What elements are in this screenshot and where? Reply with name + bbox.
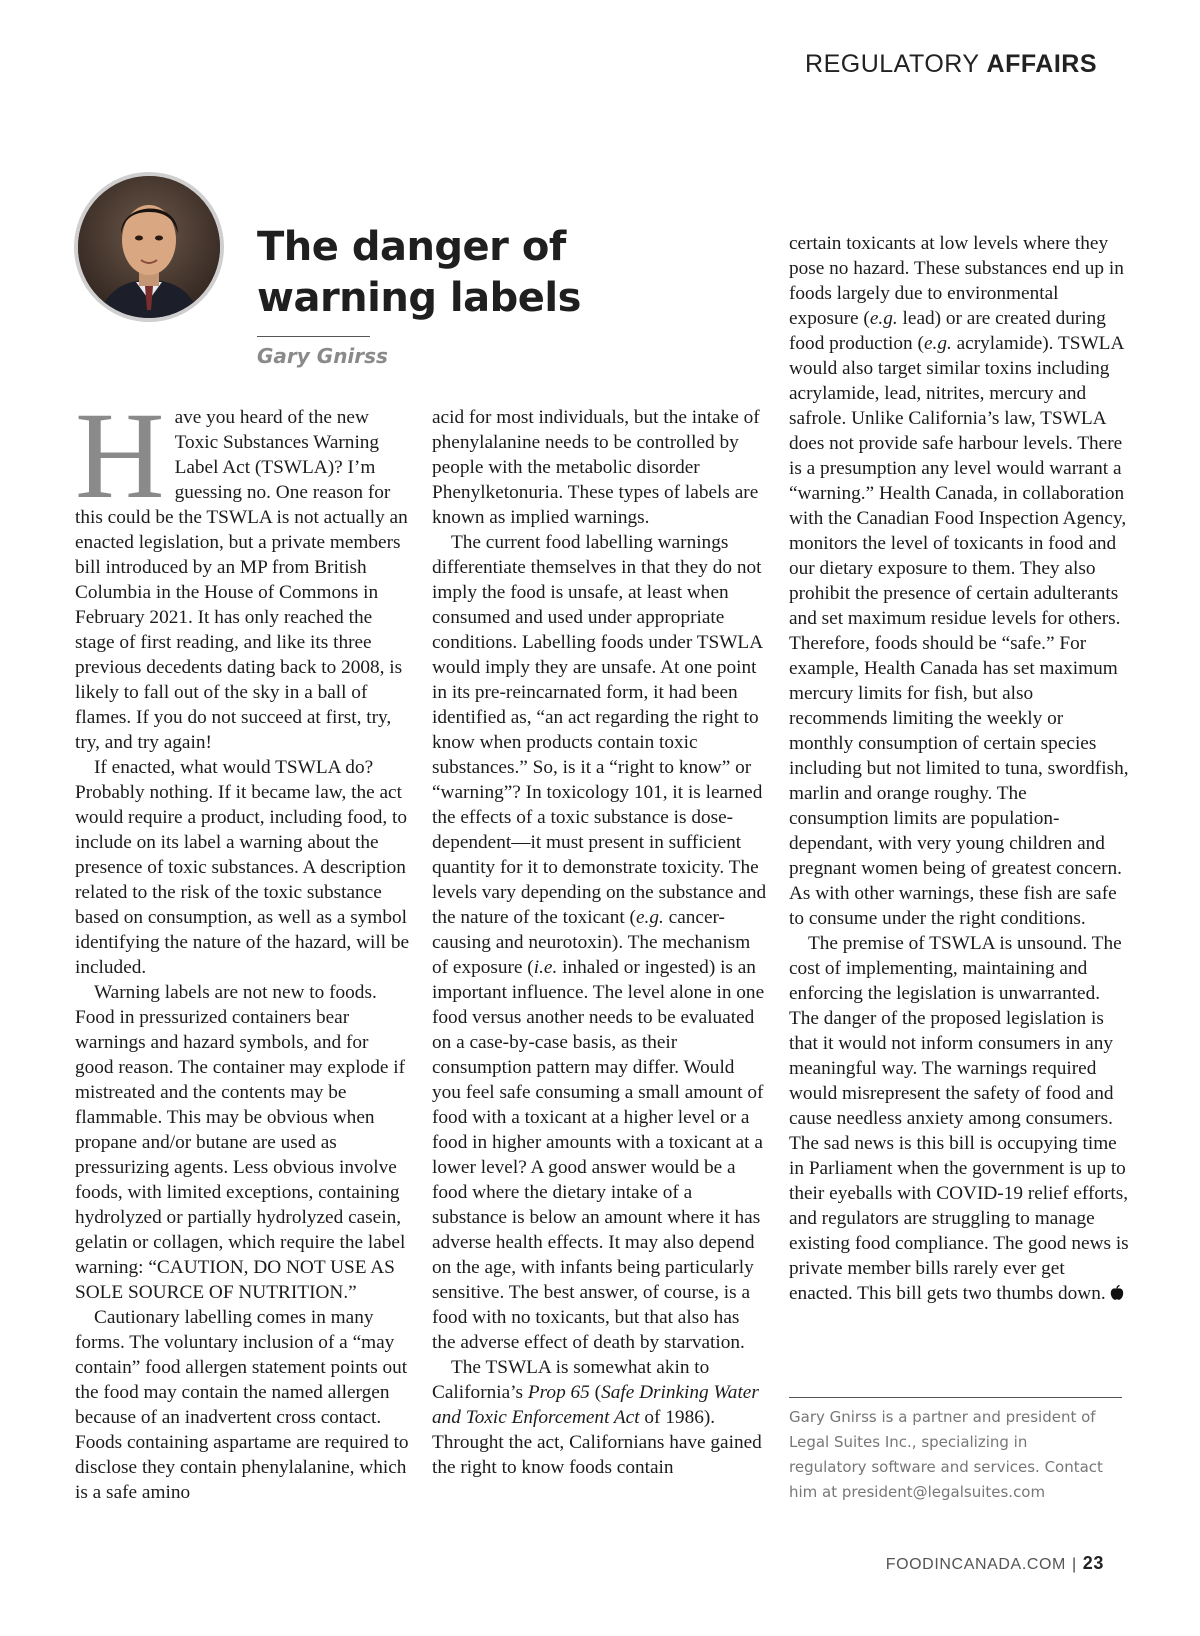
abbrev-eg: e.g. <box>869 308 898 329</box>
act-title: Safe Drinking Water and Toxic Enforcement Act <box>432 1382 759 1428</box>
author-byline: Gary Gnirss <box>257 344 388 368</box>
article-title-line-2: warning labels <box>257 275 581 321</box>
author-bio: Gary Gnirss is a partner and president of Legal Suites Inc., specializing in regulatory software and services. Contact him at president@legalsuites.com <box>789 1408 1103 1501</box>
paragraph-text: cancer-causing and neurotoxin). The mechanism of exposure ( <box>432 907 751 978</box>
paragraph-text: lead) or are created during food production ( <box>789 308 1106 354</box>
paragraph-text: The premise of TSWLA is unsound. The cost of implementing, maintaining and enforcing the legislation is unwarranted. The danger of the proposed legislation is that it would not inform consumers in any meaningful way. The warnings required would misrepresent the safety of food and cause needless anxiety among consumers. The sad news is this bill is occupying time in Parliament when the government is up to their eyeballs with COVID-19 relief efforts, and regulators are struggling to manage existing food compliance. The good news is private member bills rarely ever get enacted. This bill gets two thumbs down. <box>789 933 1129 1304</box>
paragraph-text: ( <box>589 1382 602 1403</box>
article-column-1 <box>75 387 410 1505</box>
abbrev-ie: i.e. <box>533 957 558 978</box>
abbrev-eg: e.g. <box>923 333 952 354</box>
paragraph: acid for most individuals, but the intake of phenylalanine needs to be controlled by people with the metabolic disorder Phenylketonuria. These types of labels are known as implied warnings. <box>432 407 760 528</box>
paragraph <box>75 387 410 755</box>
paragraph-text: of 1986). Throught the act, Californians have gained the right to know foods contain <box>432 1407 762 1478</box>
paragraph-text: ave you heard of the new Toxic Substances Warning Label Act (TSWLA)? I’m guessing no. One reason for this could be the TSWLA is not actually an enacted legislation, but a private members bill introduced by an MP from British Columbia in the House of Commons in February 2021. It has only reached the stage of first reading, and like its three previous decedents dating back to 2008, is likely to fall out of the sky in a ball of flames. If you do not succeed at first, try, try, and try again! <box>75 407 408 753</box>
paragraph <box>789 931 1129 1306</box>
section-label <box>805 50 1097 79</box>
paragraph-text: inhaled or ingested) is an important influence. The level alone in one food versus another needs to be evaluated on a case-by-case basis, as their consumption pattern may differ. Would you feel safe consuming a small amount of food with a toxicant at a higher level or a food in higher amounts with a toxicant at a lower level? A good answer would be a food where the dietary intake of a substance is below an amount where it has adverse health effects. It may also depend on the age, with infants being particularly sensitive. The best answer, of course, is a food with no toxicants, but that also has the adverse effect of death by starvation. <box>432 957 765 1353</box>
paragraph: Cautionary labelling comes in many forms. The voluntary inclusion of a “may contain” food allergen statement points out the food may contain the named allergen because of an inadvertent cross contact. Foods containing aspartame are required to disclose they contain phenylalanine, which is a safe amino <box>75 1307 409 1503</box>
section-label-light: REGULATORY <box>805 50 980 78</box>
paragraph-text: The TSWLA is somewhat akin to California’s <box>432 1357 710 1403</box>
paragraph <box>432 530 767 1355</box>
drop-cap: H <box>75 387 165 524</box>
footer-site: FOODINCANADA.COM <box>885 1556 1066 1573</box>
page-number: 23 <box>1082 1553 1104 1573</box>
abbrev-eg: e.g. <box>635 907 664 928</box>
paragraph <box>432 1355 767 1480</box>
bio-rule <box>789 1397 1122 1398</box>
prop-65-ref: Prop 65 <box>527 1382 590 1403</box>
byline-rule <box>257 336 370 337</box>
author-portrait <box>74 172 224 322</box>
paragraph-text: certain toxicants at low levels where they pose no hazard. These substances end up in foods largely due to environmental exposure ( <box>789 233 1124 329</box>
article-column-2 <box>432 405 767 1480</box>
paragraph: If enacted, what would TSWLA do? Probably nothing. If it became law, the act would require a product, including food, to include on its label a warning about the presence of toxic substances. A description related to the risk of the toxic substance based on consumption, as well as a symbol identifying the nature of the hazard, will be included. <box>75 757 410 978</box>
page-footer <box>886 1553 1104 1574</box>
paragraph <box>789 231 1129 931</box>
footer-separator: | <box>1072 1556 1077 1573</box>
article-title-line-1: The danger of <box>257 224 566 270</box>
paragraph: Warning labels are not new to foods. Food in pressurized containers bear warnings and hazard symbols, and for good reason. The container may explode if mistreated and the contents may be flammable. This may be obvious when propane and/or butane are used as pressurizing agents. Less obvious involve foods, with limited exceptions, containing hydrolyzed or partially hydrolyzed casein, gelatin or collagen, which require the label warning: “CAUTION, DO NOT USE AS SOLE SOURCE OF NUTRITION.” <box>75 982 406 1303</box>
paragraph-text: The current food labelling warnings differentiate themselves in that they do not imply the food is unsafe, at least when consumed and used under appropriate conditions. Labelling foods under TSWLA would imply they are unsafe. At one point in its pre-reincarnated form, it had been identified as, “an act regarding the right to know when products contain toxic substances.” So, is it a “right to know” or “warning”? In toxicology 101, it is learned the effects of a toxic substance is dose-dependent—it must present in sufficient quantity for it to demonstrate toxicity. The levels vary depending on the substance and the nature of the toxicant ( <box>432 532 767 928</box>
paragraph-text: acrylamide). TSWLA would also target similar toxins including acrylamide, lead, nitrites, mercury and safrole. Unlike California’s law, TSWLA does not provide safe harbour levels. There is a presumption any level would warrant a “warning.” Health Canada, in collaboration with the Canadian Food Inspection Agency, monitors the level of toxicants in food and our dietary exposure to them. They also prohibit the presence of certain adulterants and set maximum residue levels for others. Therefore, foods should be “safe.” For example, Health Canada has set maximum mercury limits for fish, but also recommends limiting the weekly or monthly consumption of certain species including but not limited to tuna, swordfish, marlin and orange roughy. The consumption limits are population-dependant, with very young children and pregnant women being of greatest concern. As with other warnings, these fish are safe to consume under the right conditions. <box>789 333 1129 929</box>
section-label-bold: AFFAIRS <box>986 50 1097 78</box>
end-of-article-icon <box>1110 1285 1124 1301</box>
article-column-3 <box>789 231 1129 1306</box>
article-title <box>257 222 581 324</box>
